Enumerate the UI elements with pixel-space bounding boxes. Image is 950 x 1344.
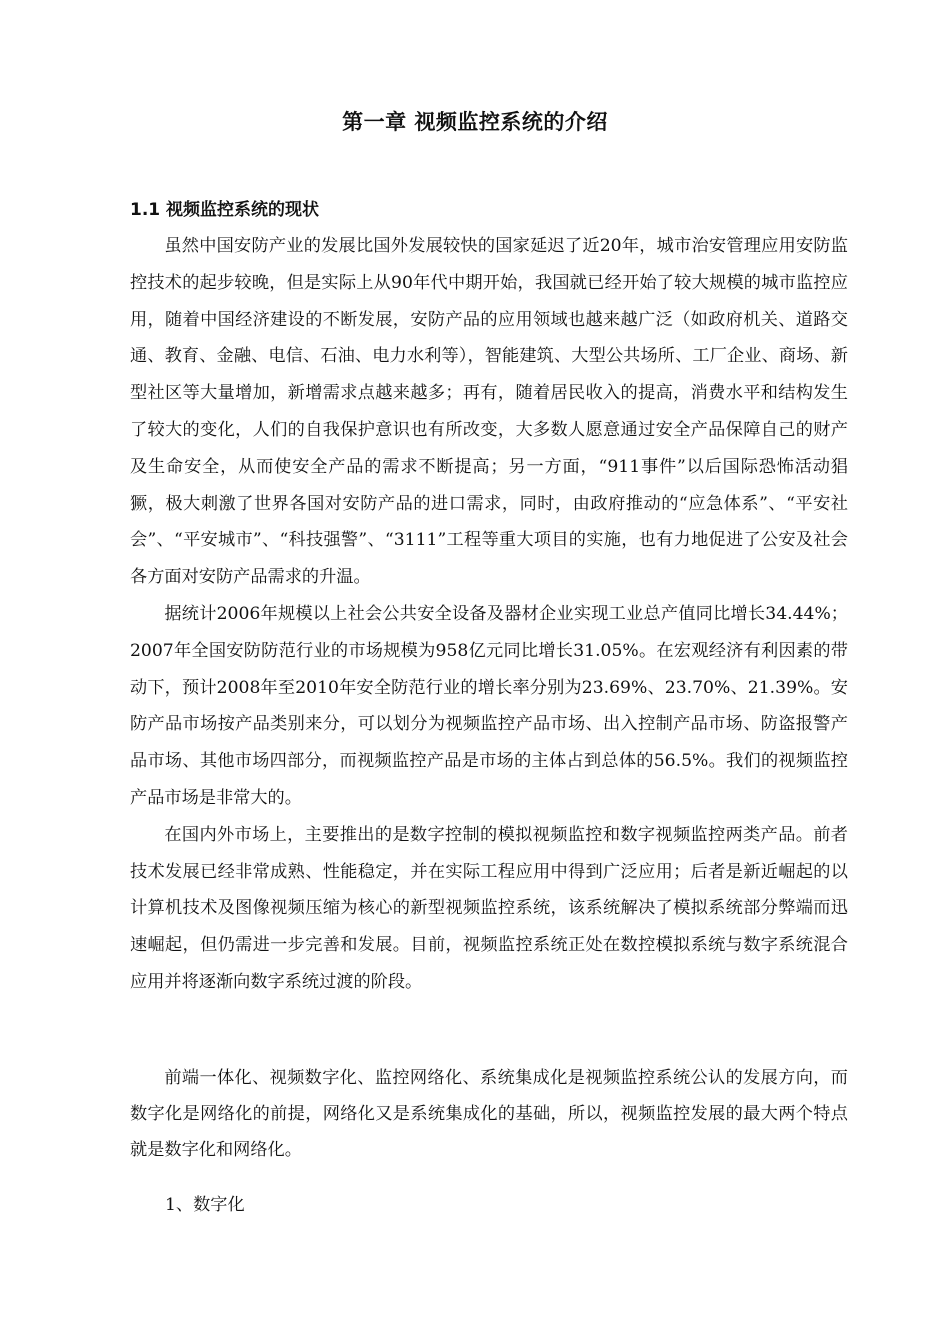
chapter-title: 第一章 视频监控系统的介绍 [342, 110, 608, 134]
body-text-block [130, 228, 848, 1001]
paragraph-3: 在国内外市场上，主要推出的是数字控制的模拟视频监控和数字视频监控两类产品。前者技术发展已经非常成熟、性能稳定，并在实际工程应用中得到广泛应用；后者是新近崛起的以计算机技术及图像视频压缩为核心的新型视频监控系统，该系统解决了模拟系统部分弊端而迅速崛起，但仍需进一步完善和发展。目前，视频监控系统正处在数控模拟系统与数字系统混合应用并将逐渐向数字系统过渡的阶段。 [130, 824, 848, 992]
paragraph-2: 据统计2006年规模以上社会公共安全设备及器材企业实现工业总产值同比增长34.44%；2007年全国安防防范行业的市场规模为958亿元同比增长31.05%。在宏观经济有利因素的带动下，预计2008年至2010年安全防范行业的增长率分别为23.69%、23.70%、21.39%。安防产品市场按产品类别来分，可以划分为视频监控产品市场、出入控制产品市场、防盗报警产品市场、其他市场四部分，而视频监控产品是市场的主体占到总体的56.5%。我们的视频监控产品市场是非常大的。 [130, 603, 848, 808]
list-item-digitalization: 1、数字化 [165, 1195, 245, 1215]
body-text-block-2 [130, 1060, 848, 1168]
section-heading: 1.1 视频监控系统的现状 [130, 200, 320, 220]
paragraph-1: 虽然中国安防产业的发展比国外发展较快的国家延迟了近20年，城市治安管理应用安防监控技术的起步较晚，但是实际上从90年代中期开始，我国就已经开始了较大规模的城市监控应用，随着中国经济建设的不断发展，安防产品的应用领域也越来越广泛（如政府机关、道路交通、教育、金融、电信、石油、电力水利等），智能建筑、大型公共场所、工厂企业、商场、新型社区等大量增加，新增需求点越来越多；再有，随着居民收入的提高，消费水平和结构发生了较大的变化，人们的自我保护意识也有所改变，大多数人愿意通过安全产品保障自己的财产及生命安全，从而使安全产品的需求不断提高；另一方面，“911事件”以后国际恐怖活动猖獗，极大刺激了世界各国对安防产品的进口需求，同时，由政府推动的“应急体系”、“平安社会”、“平安城市”、“科技强警”、“3111”工程等重大项目的实施，也有力地促进了公安及社会各方面对安防产品需求的升温。 [130, 236, 848, 588]
paragraph-4: 前端一体化、视频数字化、监控网络化、系统集成化是视频监控系统公认的发展方向，而数字化是网络化的前提，网络化又是系统集成化的基础，所以，视频监控发展的最大两个特点就是数字化和网络化。 [130, 1068, 848, 1160]
